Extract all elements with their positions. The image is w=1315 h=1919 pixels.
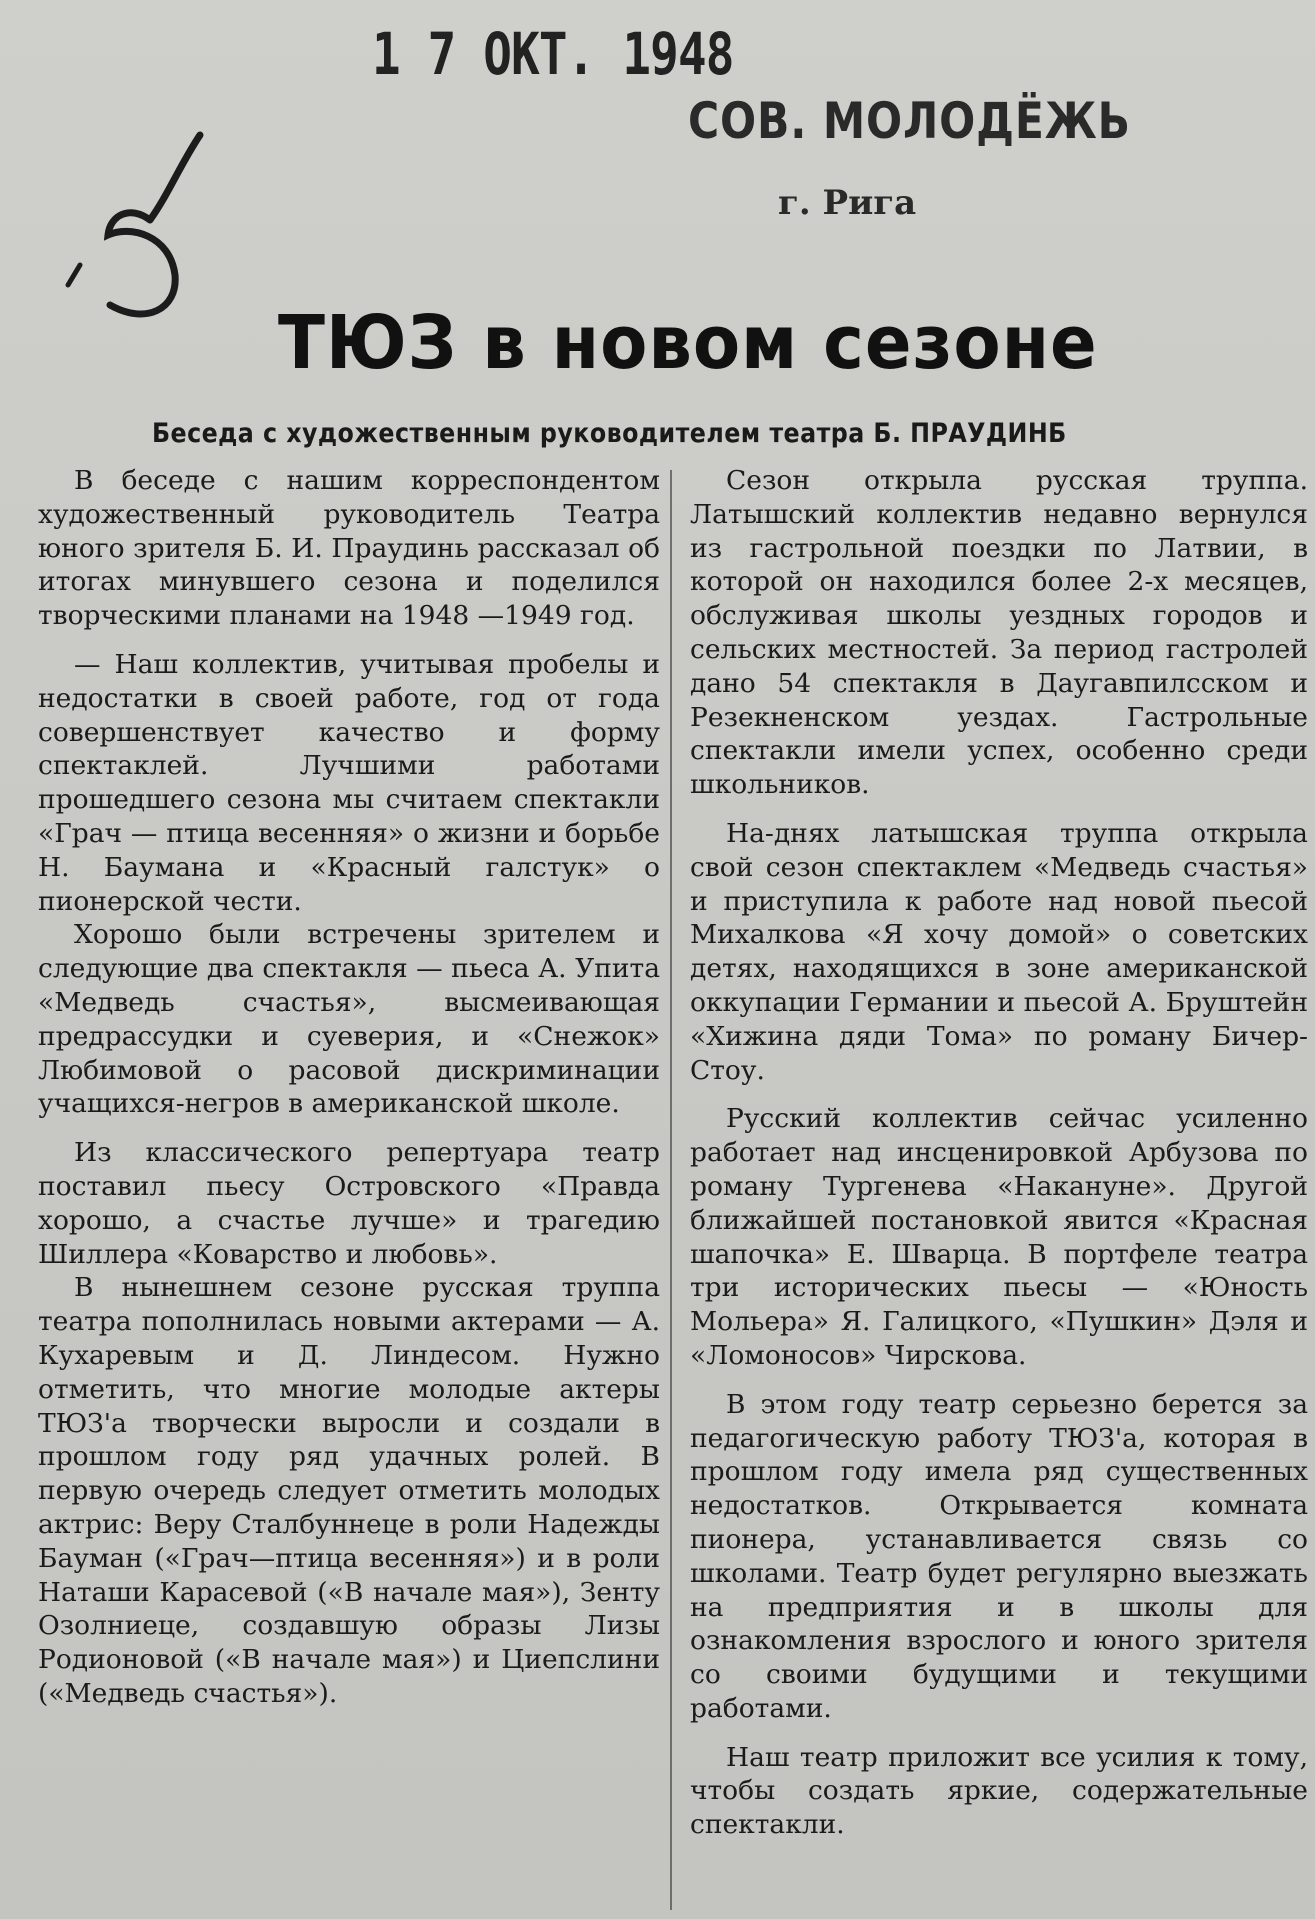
paragraph: В нынешнем сезоне русская труппа театра пополнилась новыми актерами — А. Кухаревым и Д. Линдесом. Нужно отметить, что многие молодые актеры ТЮЗ'а творчески выросли и создали в прошлом году ряд удачных ролей. В первую очередь следует отметить молодых актрис: Веру Сталбуннеце в роли Надежды Бауман («Грач—птица весенняя») и в роли Наташи Карасевой («В начале мая»), Зенту Озолниеце, создавшую образы Лизы Родионовой («В начале мая») и Циепслини («Медведь счастья»). <box>38 1272 660 1709</box>
paragraph: Из классического репертуара театр поставил пьесу Островского «Правда хорошо, а счастье лучше» и трагедию Шиллера «Коварство и любовь». <box>38 1137 660 1270</box>
column-divider <box>670 470 672 1910</box>
paragraph: Сезон открыла русская труппа. Латышский коллектив недавно вернулся из гастрольной поездки по Латвии, в которой он находился более 2-х месяцев, обслуживая школы уездных городов и сельских местностей. За период гастролей дано 54 спектакля в Даугавпилсском и Резекненском уездах. Гастрольные спектакли имели успех, особенно среди школьников. <box>690 465 1308 801</box>
date-stamp: 1 7 ОКТ. 1948 <box>372 20 734 88</box>
paragraph: В беседе с нашим корреспондентом художественный руководитель Театра юного зрителя Б. И. Праудинь рассказал об итогах минувшего сезона и поделился творческими планами на 1948 —1949 год. <box>38 465 660 632</box>
handwritten-number-mark <box>50 125 210 325</box>
article-subheadline: Беседа с художественным руководителем театра Б. ПРАУДИНБ <box>152 418 1067 449</box>
article-headline: ТЮЗ в новом сезоне <box>278 300 1098 386</box>
paragraph: Наш театр приложит все усилия к тому, чтобы создать яркие, содержательные спектакли. <box>690 1741 1308 1841</box>
paragraph: Русский коллектив сейчас усиленно работает над инсценировкой Арбузова по роману Тургенева «Накануне». Другой ближайшей постановкой явится «Красная шапочка» Е. Шварца. В портфеле театра три исторических пьесы — «Юность Мольера» Я. Галицкого, «Пушкин» Дэля и «Ломоносов» Чирскова. <box>690 1103 1308 1371</box>
city-stamp: г. Рига <box>778 183 917 223</box>
paragraph: Хорошо были встречены зрителем и следующие два спектакля — пьеса А. Упита «Медведь счастья», высмеивающая предрассудки и суеверия, и «Снежок» Любимовой о расовой дискриминации учащихся-негров в американской школе. <box>38 919 660 1120</box>
paragraph: В этом году театр серьезно берется за педагогическую работу ТЮЗ'а, которая в прошлом году имела ряд существенных недостатков. Открывается комната пионера, устанавливается связь со школами. Театр будет регулярно выезжать на предприятия и в школы для ознакомления взрослого и юного зрителя со своими будущими и текущими работами. <box>690 1388 1308 1724</box>
newspaper-name-stamp: СОВ. МОЛОДЁЖЬ <box>688 92 1131 150</box>
paragraph: На-днях латышская труппа открыла свой сезон спектаклем «Медведь счастья» и приступила к работе над новой пьесой Михалкова «Я хочу домой» о советских детях, находящихся в зоне американской оккупации Германии и пьесой А. Бруштейн «Хижина дяди Тома» по роману Бичер-Стоу. <box>690 817 1308 1086</box>
article-right-column <box>690 464 1308 1842</box>
paragraph: — Наш коллектив, учитывая пробелы и недостатки в своей работе, год от года совершенствует качество и форму спектаклей. Лучшими работами прошедшего сезона мы считаем спектакли «Грач — птица весенняя» о жизни и борьбе Н. Баумана и «Красный галстук» о пионерской чести. <box>38 648 660 917</box>
article-left-column <box>38 464 660 1711</box>
